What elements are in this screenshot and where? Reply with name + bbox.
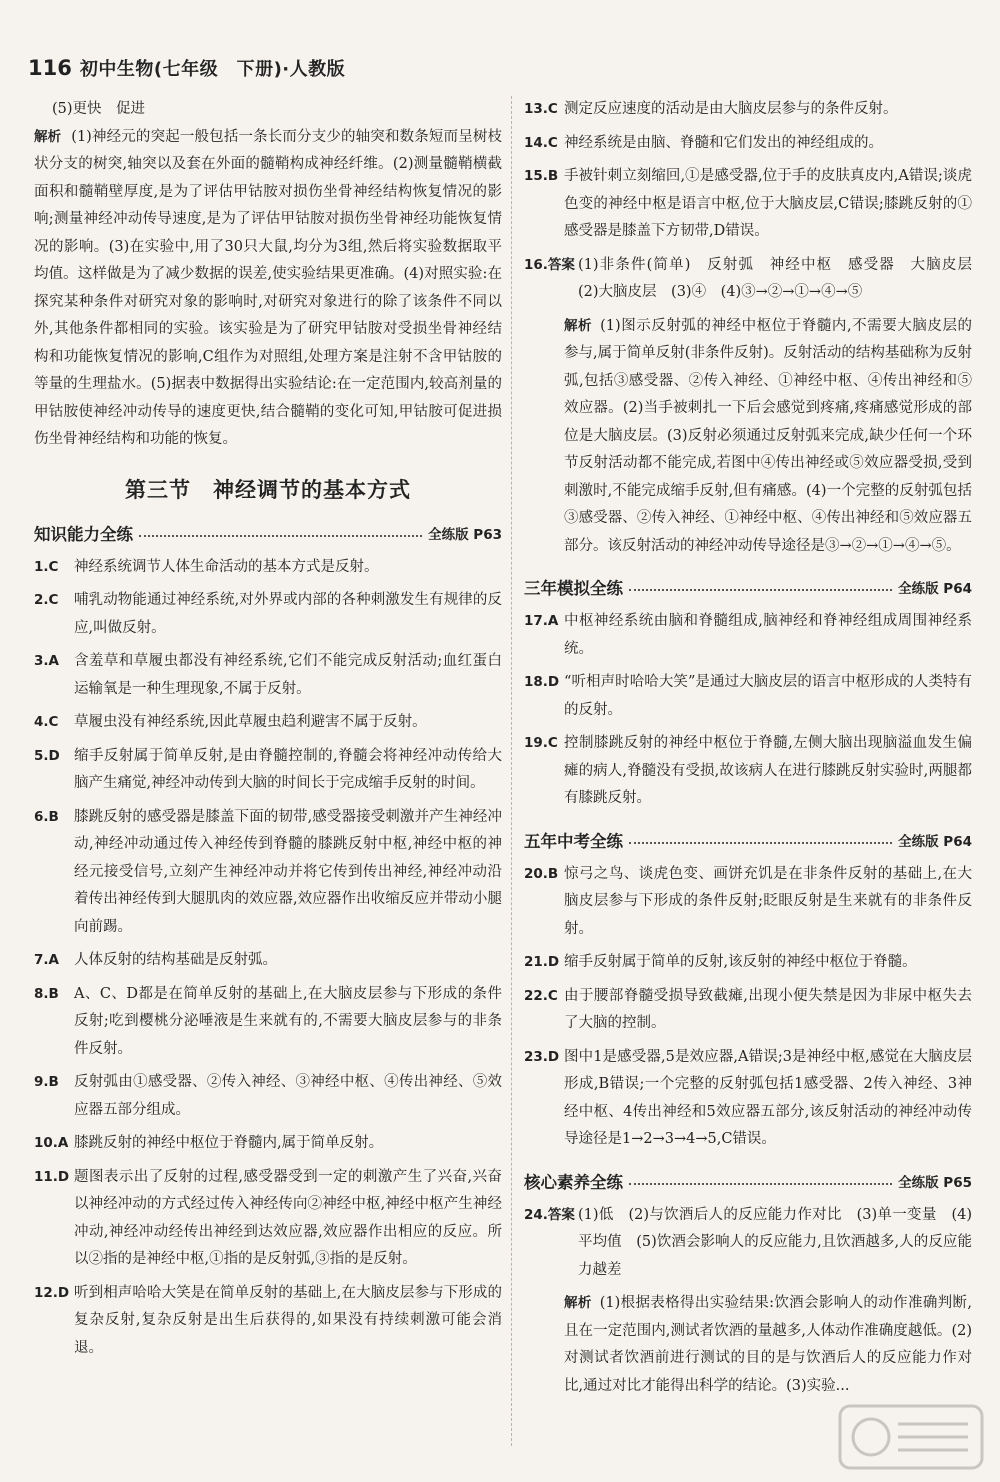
analysis-paragraph bbox=[34, 124, 502, 454]
item-text: 图中1是感受器,5是效应器,A错误;3是神经中枢,感觉在大脑皮层形成,B错误;一个完整的反射弧包括1感受器、2传入神经、3神经中枢、4传出神经和5效应器五部分,该反射活动的神经冲动传导途径是1→2→3→4→5,C错误。 bbox=[564, 1048, 972, 1147]
item-text: (1)非条件(简单) 反射弧 神经中枢 感受器 大脑皮层 (2)大脑皮层 (3)④ (4)③→②→①→④→⑤ bbox=[578, 256, 987, 300]
answer-item bbox=[524, 608, 972, 663]
item-number: 2.C bbox=[34, 592, 59, 608]
analysis-text: (1)神经元的突起一般包括一条长而分支少的轴突和数条短而呈树枝状分支的树突,轴突以及套在外面的髓鞘构成神经纤维。(2)测量髓鞘横截面积和髓鞘壁厚度,是为了评估甲钴胺对损伤坐骨神经结构恢复情况的影响;测量神经冲动传导速度,是为了评估甲钴胺对损伤坐骨神经功能恢复情况的影响。(3)在实验中,用了30只大鼠,均分为3组,然后将实验数据取平均值。这样做是为了减少数据的误差,使实验结果更准确。(4)对照实验:在探究某种条件对研究对象的影响时,对研究对象进行的除了该条件不同以外,其他条件都相同的实验。该实验是为了研究甲钴胺对受损坐骨神经结构和功能恢复情况的影响,C组作为对照组,处理方案是注射不含甲钴胺的等量的生理盐水。(5)据表中数据得出实验结论:在一定范围内,较高剂量的甲钴胺使神经冲动传导的速度更快,结合髓鞘的变化可知,甲钴胺可促进损伤坐骨神经结构和功能的恢复。 bbox=[34, 128, 502, 447]
bar-page-ref: 全练版 P64 bbox=[898, 833, 972, 850]
item-text: 神经系统是由脑、脊髓和它们发出的神经组成的。 bbox=[564, 134, 883, 151]
bar-dotted-line bbox=[139, 535, 422, 537]
item-number: 12.D bbox=[34, 1284, 70, 1301]
item-number: 3.A bbox=[34, 653, 59, 669]
item-number: 16.答案 bbox=[524, 256, 575, 273]
page-header bbox=[28, 50, 345, 86]
item-number: 14.C bbox=[524, 134, 558, 151]
bar-title: 核心素养全练 bbox=[524, 1172, 623, 1192]
answer-item bbox=[524, 130, 972, 158]
answer-item bbox=[524, 861, 972, 944]
analysis-label: 解析 bbox=[564, 1295, 592, 1311]
book-title: 初中生物(七年级 下册)·人教版 bbox=[79, 59, 346, 80]
item-text: 手被针刺立刻缩回,①是感受器,位于手的皮肤真皮内,A错误;谈虎色变的神经中枢是语言中枢,位于大脑皮层,C错误;膝跳反射的①感受器是膝盖下方韧带,D错误。 bbox=[564, 168, 972, 239]
answer-item bbox=[524, 163, 972, 246]
bar-title: 五年中考全练 bbox=[524, 831, 623, 851]
item-number: 10.A bbox=[34, 1135, 69, 1151]
item-number: 9.B bbox=[34, 1074, 59, 1090]
answer-item bbox=[34, 981, 502, 1064]
bar-title: 三年模拟全练 bbox=[524, 579, 623, 598]
analysis-paragraph bbox=[564, 1290, 972, 1400]
column-divider bbox=[511, 96, 512, 1446]
item-text: 控制膝跳反射的神经中枢位于脊髓,左侧大脑出现脑溢血发生偏瘫的病人,脊髓没有受损,故该病人在进行膝跳反射实验时,两腿都有膝跳反射。 bbox=[564, 735, 972, 806]
item-text: 中枢神经系统由脑和脊髓组成,脑神经和脊神经组成周围神经系统。 bbox=[564, 613, 972, 657]
answer-item bbox=[524, 730, 972, 813]
section-bar bbox=[524, 827, 972, 853]
left-column bbox=[34, 96, 502, 1368]
item-text: 膝跳反射的感受器是膝盖下面的韧带,感受器接受刺激并产生神经冲动,神经冲动通过传入神经传到脊髓的膝跳反射中枢,神经中枢的神经元接受信号,立刻产生神经冲动并将它传到传出神经,神经冲动沿着传出神经传到大腿肌肉的效应器,效应器作出收缩反应并带动小腿向前踢。 bbox=[74, 808, 502, 935]
item-number: 24.答案 bbox=[524, 1206, 575, 1223]
answer-item bbox=[34, 648, 502, 703]
item-text: 缩手反射属于简单反射,是由脊髓控制的,脊髓会将神经冲动传给大脑产生痛觉,神经冲动传到大脑的时间长于完成缩手反射的时间。 bbox=[74, 747, 502, 791]
answer-item bbox=[34, 743, 502, 798]
answer-item bbox=[524, 949, 972, 977]
answer-item bbox=[524, 983, 972, 1038]
item-number: 15.B bbox=[524, 168, 559, 184]
right-column bbox=[524, 96, 987, 1400]
answer-item bbox=[524, 1044, 972, 1154]
item-text: 反射弧由①感受器、②传入神经、③神经中枢、④传出神经、⑤效应器五部分组成。 bbox=[74, 1074, 502, 1118]
item-number: 20.B bbox=[524, 865, 559, 882]
page-number: 116 bbox=[28, 56, 72, 80]
answer-item bbox=[34, 804, 502, 942]
watermark-logo-icon bbox=[836, 1402, 986, 1472]
item-number: 23.D bbox=[524, 1048, 560, 1065]
item-number: 18.D bbox=[524, 674, 560, 690]
answer-item bbox=[34, 1069, 502, 1124]
analysis-label: 解析 bbox=[564, 317, 593, 334]
answer-item bbox=[34, 1164, 502, 1274]
section-title: 第三节 神经调节的基本方式 bbox=[125, 477, 411, 502]
item-text: 由于腰部脊髓受损导致截瘫,出现小便失禁是因为非尿中枢失去了大脑的控制。 bbox=[564, 987, 972, 1031]
answer-item bbox=[34, 554, 502, 582]
bar-dotted-line bbox=[629, 589, 892, 591]
item-text: 题图表示出了反射的过程,感受器受到一定的刺激产生了兴奋,兴奋以神经冲动的方式经过传入神经传向②神经中枢,神经中枢产生神经冲动,神经冲动经传出神经到达效应器,效应器作出相应的反应。所以②指的是神经中枢,①指的是反射弧,③指的是反射。 bbox=[74, 1168, 502, 1267]
answer-item bbox=[34, 709, 502, 737]
item-text: 测定反应速度的活动是由大脑皮层参与的条件反射。 bbox=[564, 101, 898, 117]
answer-item bbox=[524, 96, 972, 124]
item-number: 1.C bbox=[34, 558, 59, 575]
answer-line: (5)更快 促进 bbox=[52, 101, 146, 117]
analysis-text: (1)根据表格得出实验结果:饮酒会影响人的动作准确判断,且在一定范围内,测试者饮酒的量越多,人体动作准确度越低。(2)对测试者饮酒前进行测试的目的是与饮酒后人的反应能力作对比,通过对比才能得出科学的结论。(3)实验... bbox=[564, 1295, 972, 1394]
section-bar bbox=[34, 520, 502, 546]
item-text: 缩手反射属于简单的反射,该反射的神经中枢位于脊髓。 bbox=[564, 954, 917, 970]
item-text: 膝跳反射的神经中枢位于脊髓内,属于简单反射。 bbox=[74, 1135, 384, 1151]
item-number: 17.A bbox=[524, 613, 559, 629]
item-text: 人体反射的结构基础是反射弧。 bbox=[74, 952, 277, 968]
item-text: 听到相声哈哈大笑是在简单反射的基础上,在大脑皮层参与下形成的复杂反射,复杂反射是出生后获得的,如果没有持续刺激可能会消退。 bbox=[74, 1284, 502, 1356]
item-text: 神经系统调节人体生命活动的基本方式是反射。 bbox=[74, 558, 379, 575]
item-number: 4.C bbox=[34, 714, 59, 730]
item-text: 惊弓之鸟、谈虎色变、画饼充饥是在非条件反射的基础上,在大脑皮层参与下形成的条件反射;眨眼反射是生来就有的非条件反射。 bbox=[564, 865, 972, 937]
item-text: A、C、D都是在简单反射的基础上,在大脑皮层参与下形成的条件反射;吃到樱桃分泌唾液是生来就有的,不需要大脑皮层参与的非条件反射。 bbox=[74, 985, 502, 1057]
item-text: 哺乳动物能通过神经系统,对外界或内部的各种刺激发生有规律的反应,叫做反射。 bbox=[74, 592, 502, 636]
section-bar bbox=[524, 574, 972, 600]
item-text: “听相声时哈哈大笑”是通过大脑皮层的语言中枢形成的人类特有的反射。 bbox=[564, 674, 972, 718]
item-number: 7.A bbox=[34, 952, 59, 968]
item-number: 19.C bbox=[524, 735, 558, 751]
item-text: (1)低 (2)与饮酒后人的反应能力作对比 (3)单一变量 (4)平均值 (5)饮酒会影响人的反应能力,且饮酒越多,人的反应能力越差 bbox=[578, 1206, 972, 1278]
bar-dotted-line bbox=[629, 842, 892, 844]
answer-item bbox=[34, 947, 502, 975]
item-text: 草履虫没有神经系统,因此草履虫趋利避害不属于反射。 bbox=[74, 714, 427, 730]
item-number: 5.D bbox=[34, 747, 60, 764]
answer-item bbox=[34, 1130, 502, 1158]
answer-item bbox=[524, 669, 972, 724]
item-number: 21.D bbox=[524, 954, 560, 970]
answer-item bbox=[524, 1202, 972, 1285]
bar-dotted-line bbox=[629, 1183, 892, 1185]
bar-title: 知识能力全练 bbox=[34, 524, 133, 544]
item-number: 6.B bbox=[34, 808, 59, 825]
bar-page-ref: 全练版 P65 bbox=[898, 1174, 972, 1191]
section-bar bbox=[524, 1168, 972, 1194]
bar-page-ref: 全练版 P64 bbox=[898, 581, 972, 597]
item-number: 11.D bbox=[34, 1168, 70, 1185]
item-text: 含羞草和草履虫都没有神经系统,它们不能完成反射活动;血红蛋白运输氧是一种生理现象,不属于反射。 bbox=[74, 653, 502, 697]
analysis-paragraph bbox=[564, 313, 972, 561]
bar-page-ref: 全练版 P63 bbox=[428, 526, 502, 543]
analysis-label: 解析 bbox=[34, 128, 62, 145]
item-number: 8.B bbox=[34, 985, 59, 1002]
answer-item bbox=[34, 1280, 502, 1363]
item-number: 22.C bbox=[524, 987, 558, 1004]
answer-item bbox=[34, 587, 502, 642]
analysis-text: (1)图示反射弧的神经中枢位于脊髓内,不需要大脑皮层的参与,属于简单反射(非条件反射)。反射活动的结构基础称为反射弧,包括③感受器、②传入神经、①神经中枢、④传出神经和⑤效应器。(2)当手被刺扎一下后会感觉到疼痛,疼痛感觉形成的部位是大脑皮层。(3)反射必须通过反射弧来完成,缺少任何一个环节反射活动都不能完成,若图中④传出神经或⑤效应器受损,受到刺激时,不能完成缩手反射,但有痛感。(4)一个完整的反射弧包括③感受器、②传入神经、①神经中枢、④传出神经和⑤效应器五部分。该反射活动的神经冲动传导途径是③→②→①→④→⑤。 bbox=[564, 317, 972, 554]
answer-item bbox=[524, 252, 987, 307]
item-number: 13.C bbox=[524, 101, 558, 117]
